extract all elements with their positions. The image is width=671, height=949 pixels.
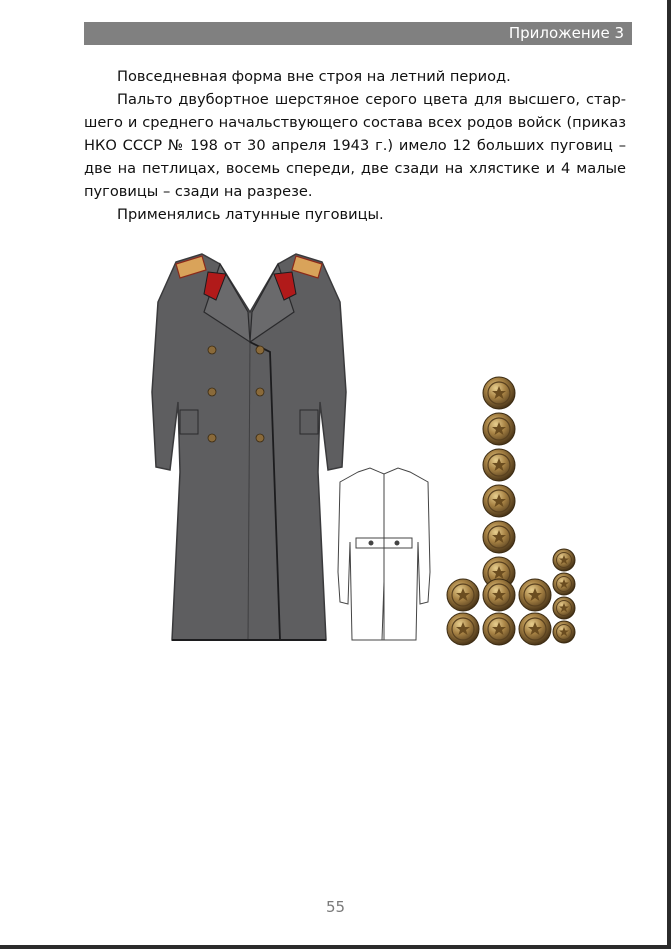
greatcoat-back-sketch [338, 468, 430, 640]
small-button [553, 573, 575, 595]
small-button [553, 597, 575, 619]
large-button [483, 377, 515, 409]
greatcoat-front [152, 254, 346, 640]
large-button [483, 521, 515, 553]
body-text [84, 65, 626, 226]
large-button [447, 613, 479, 645]
header-bar [84, 22, 632, 45]
paragraph-1: Повседневная форма вне строя на летний период. [117, 68, 511, 85]
large-button [483, 579, 515, 611]
paragraph-2: Пальто двубортное шерстяное серого цвета для высшего, стар-шего и среднего начальствующего состава всех родов войск (приказ НКО СССР № 198 от 30 апреля 1943 г.) имело 12 больших пуговиц – две на петлицах, восемь спереди, две сзади на хлястике и 4 малые пуговицы – сзади на разрезе. [84, 91, 626, 200]
large-button [483, 413, 515, 445]
small-button [553, 621, 575, 643]
button-samples [447, 377, 575, 645]
page-number: 55 [325, 898, 346, 916]
appendix-label: Приложение 3 [508, 24, 624, 42]
large-button [519, 579, 551, 611]
large-button [483, 485, 515, 517]
uniform-illustration [130, 242, 590, 652]
small-button [553, 549, 575, 571]
large-button [483, 449, 515, 481]
large-button [447, 579, 479, 611]
paragraph-3: Применялись латунные пуговицы. [117, 206, 384, 223]
large-button [519, 613, 551, 645]
large-button [483, 613, 515, 645]
